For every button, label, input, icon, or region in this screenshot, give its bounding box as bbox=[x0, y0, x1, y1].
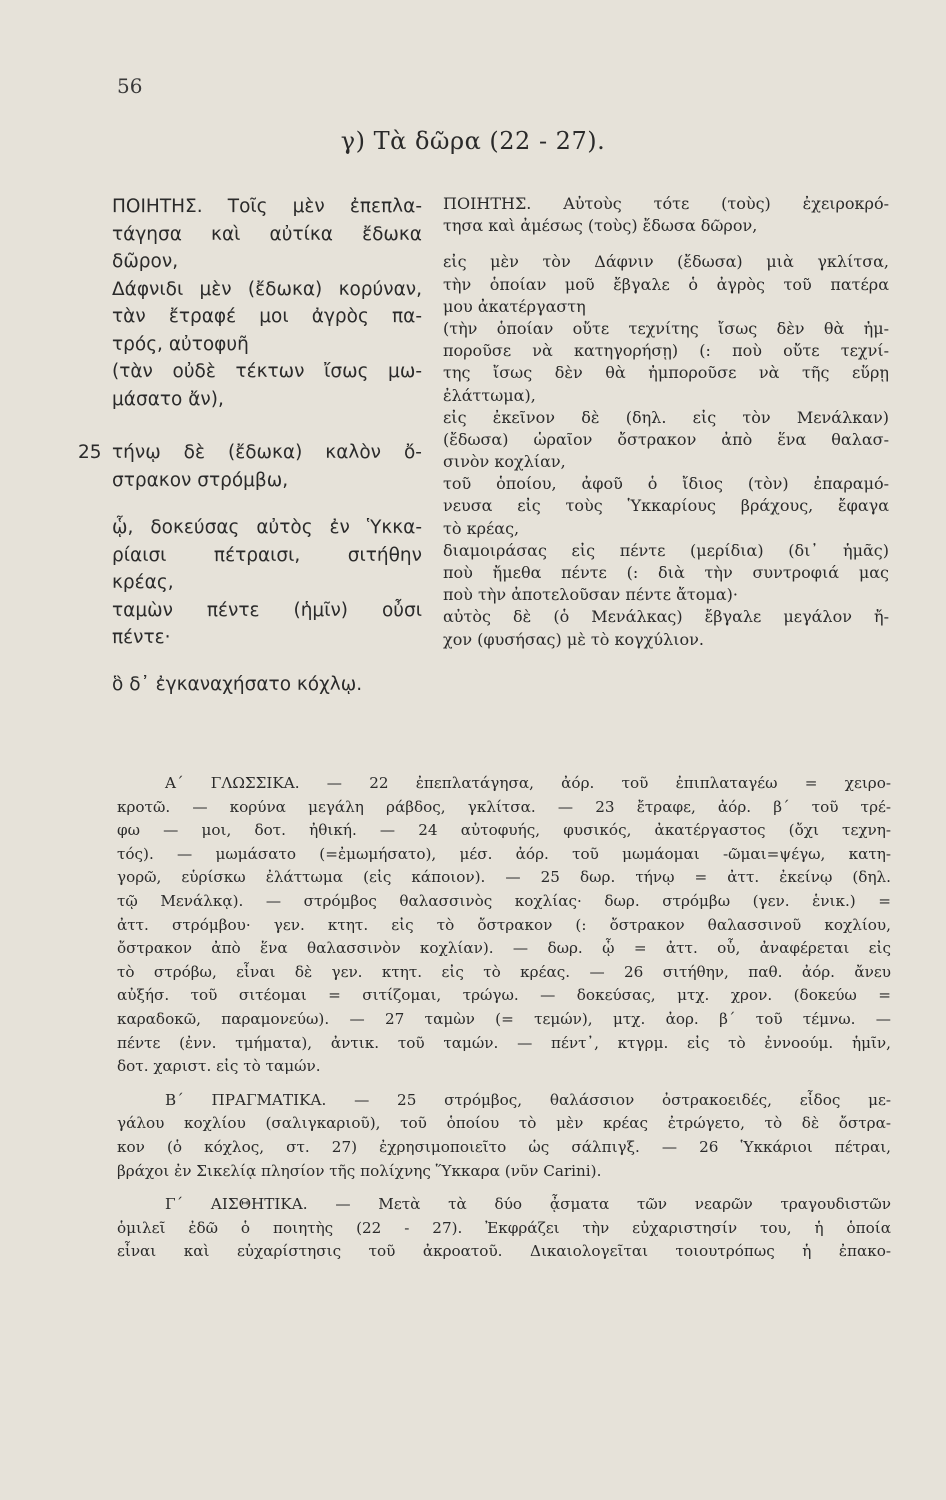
translation-line: σινὸν κοχλίαν, bbox=[443, 452, 566, 472]
verse-line: κρέας, bbox=[112, 572, 174, 593]
verse-line: (τὰν οὐδὲ τέκτων ἴσως μω- bbox=[112, 361, 422, 382]
translation-line: αὐτὸς δὲ (ὁ Μενάλκας) ἔβγαλε μεγάλον ἤ- bbox=[443, 607, 889, 627]
note-line: ἀττ. στρόμβου· γεν. κτητ. εἰς τὸ ὄστρακον (: ὄστρακον θαλασσινοῦ κοχλίου, bbox=[117, 915, 891, 934]
commentary-notes bbox=[117, 772, 891, 1264]
note-line: φω — μοι, δοτ. ἠθική. — 24 αὐτοφυής, φυσικός, ἀκατέργαστος (ὄχι τεχνη- bbox=[117, 821, 891, 840]
note-line: γάλου κοχλίου (σαλιγκαριοῦ), τοῦ ὁποίου τὸ μὲν κρέας ἐτρώγετο, τὸ δὲ ὄστρα- bbox=[117, 1114, 891, 1133]
page-number: 56 bbox=[117, 74, 143, 98]
note-line: ὄστρακον ἀπὸ ἕνα θαλασσινὸν κοχλίαν). — δωρ. ᾧ = ἀττ. οὗ, ἀναφέρεται εἰς bbox=[117, 939, 891, 958]
note-line: τὸ στρόβω, εἶναι δὲ γεν. κτητ. εἰς τὸ κρέας. — 26 σιτήθην, παθ. ἀόρ. ἄνευ bbox=[117, 962, 891, 981]
section-title: γ) Τὰ δῶρα (22 - 27). bbox=[340, 127, 606, 155]
note-line: γορῶ, εὑρίσκω ἐλάττωμα (εἰς κάποιον). — 25 δωρ. τήνῳ = ἀττ. ἐκείνῳ (δηλ. bbox=[117, 868, 891, 887]
translation-column bbox=[443, 193, 889, 651]
original-text-column bbox=[78, 193, 422, 698]
translation-line: τὴν ὁποίαν μοῦ ἔβγαλε ὁ ἀγρὸς τοῦ πατέρα bbox=[443, 274, 889, 294]
verse-line: ᾧ, δοκεύσας αὐτὸς ἐν Ὑκκα- bbox=[112, 517, 422, 538]
translation-line: ποροῦσε νὰ κατηγορήσῃ) (: ποὺ οὔτε τεχνί- bbox=[443, 341, 889, 361]
note-line: ὁμιλεῖ ἐδῶ ὁ ποιητὴς (22 - 27). Ἐκφράζει τὴν εὐχαριστησίν του, ἡ ὁποία bbox=[117, 1218, 891, 1237]
note-line: δοτ. χαριστ. εἰς τὸ ταμών. bbox=[117, 1057, 321, 1076]
line-number: 25 bbox=[78, 442, 102, 463]
note-line: καραδοκῶ, παραμονεύω). — 27 ταμὼν (= τεμών), μτχ. ἀορ. β΄ τοῦ τέμνω. — bbox=[117, 1009, 891, 1028]
verse-line: δῶρον, bbox=[112, 251, 179, 272]
pragmatika-section bbox=[117, 1089, 891, 1183]
verse-line: ταμὼν πέντε (ἡμῖν) οὖσι bbox=[112, 599, 422, 621]
verse-line: ΠΟΙΗΤΗΣ. Τοῖς μὲν ἐπεπλα- bbox=[112, 196, 422, 217]
translation-line: τοῦ ὁποίου, ἀφοῦ ὁ ἴδιος (τὸν) ἐπαραμό- bbox=[443, 474, 889, 494]
translation-line: (τὴν ὁποίαν οὔτε τεχνίτης ἴσως δὲν θὰ ἠμ- bbox=[443, 318, 889, 338]
translation-line: (ἔδωσα) ὡραῖον ὄστρακον ἀπὸ ἕνα θαλασ- bbox=[443, 429, 889, 449]
verse-line: μάσατο ἄν), bbox=[112, 388, 224, 410]
verse-line: Δάφνιδι μὲν (ἔδωκα) κορύναν, bbox=[112, 278, 422, 300]
verse-line: τρός, αὐτοφυῆ bbox=[112, 333, 249, 355]
note-line: κον (ὁ κόχλος, στ. 27) ἐχρησιμοποιεῖτο ὡς σάλπιγξ. — 26 Ὑκκάριοι πέτραι, bbox=[117, 1137, 891, 1156]
verse-line: ὃ δ᾽ ἐγκαναχήσατο κόχλῳ. bbox=[112, 673, 363, 695]
verse-line: στρακον στρόμβω, bbox=[112, 469, 289, 491]
verse-line: τὰν ἔτραφέ μοι ἀγρὸς πα- bbox=[112, 306, 422, 327]
verse-line: πέντε· bbox=[112, 627, 171, 648]
aisthitika-section bbox=[117, 1193, 891, 1264]
note-line: τῷ Μενάλκᾳ). — στρόμβος θαλασσινὸς κοχλίας· δωρ. στρόμβω (γεν. ἑνικ.) = bbox=[117, 891, 891, 910]
note-line: πέντε (ἐνν. τμήματα), ἀντικ. τοῦ ταμών. — πέντ᾽, κτγρμ. εἰς τὸ ἐννοούμ. ἡμῖν, bbox=[117, 1033, 891, 1052]
translation-line: εἰς ἐκεῖνον δὲ (δηλ. εἰς τὸν Μενάλκαν) bbox=[443, 407, 889, 427]
translation-line: χον (φυσήσας) μὲ τὸ κογχύλιον. bbox=[443, 629, 704, 649]
translation-line: μου ἀκατέργαστη bbox=[443, 296, 586, 316]
translation-line: ΠΟΙΗΤΗΣ. Αὐτοὺς τότε (τοὺς) ἐχειροκρό- bbox=[443, 194, 889, 213]
verse-line: τάγησα καὶ αὐτίκα ἔδωκα bbox=[112, 223, 422, 245]
translation-line: νευσα εἰς τοὺς Ὑκκαρίους βράχους, ἔφαγα bbox=[443, 496, 889, 516]
note-line: κροτῶ. — κορύνα μεγάλη ράβδος, γκλίτσα. — 23 ἔτραφε, ἀόρ. β΄ τοῦ τρέ- bbox=[117, 797, 891, 816]
translation-line: ἐλάττωμα), bbox=[443, 385, 536, 405]
note-line: εἶναι καὶ εὐχαρίστησις τοῦ ἀκροατοῦ. Δικαιολογεῖται τοιουτρόπως ἡ ἐπακο- bbox=[117, 1242, 891, 1261]
note-line: αὐξήσ. τοῦ σιτέομαι = σιτίζομαι, τρώγω. — δοκεύσας, μτχ. χρον. (δοκεύω = bbox=[117, 986, 891, 1005]
translation-line: τὸ κρέας, bbox=[443, 518, 520, 538]
verse-line: 25 τήνῳ δὲ (ἔδωκα) καλὸν ὄ- bbox=[112, 439, 422, 467]
note-line: βράχοι ἐν Σικελίᾳ πλησίον τῆς πολίχνης Ὕκκαρα (νῦν Carini). bbox=[117, 1161, 602, 1180]
translation-line: ποὺ τὴν ἀποτελοῦσαν πέντε ἄτομα)· bbox=[443, 585, 738, 605]
translation-line: διαμοιράσας εἰς πέντε (μερίδια) (δι᾽ ἡμᾶς) bbox=[443, 540, 889, 560]
note-line: Γ΄ ΑΙΣΘΗΤΙΚΑ. — Μετὰ τὰ δύο ᾆσματα τῶν νεαρῶν τραγουδιστῶν bbox=[165, 1195, 891, 1214]
glossika-section bbox=[117, 772, 891, 1079]
translation-line: εἰς μὲν τὸν Δάφνιν (ἔδωσα) μιὰ γκλίτσα, bbox=[443, 252, 889, 272]
note-line: Α΄ ΓΛΩΣΣΙΚΑ. — 22 ἐπεπλατάγησα, ἀόρ. τοῦ ἐπιπλαταγέω = χειρο- bbox=[165, 774, 891, 792]
translation-line: ποὺ ἤμεθα πέντε (: διὰ τὴν συντροφιά μας bbox=[443, 563, 889, 582]
note-line: Β΄ ΠΡΑΓΜΑΤΙΚΑ. — 25 στρόμβος, θαλάσσιον ὀστρακοειδές, εἶδος με- bbox=[165, 1090, 891, 1109]
verse-line: ρίαισι πέτραισι, σιτήθην bbox=[112, 544, 422, 566]
translation-line: της ἴσως δὲν θὰ ἠμποροῦσε νὰ τῆς εὕρῃ bbox=[443, 363, 889, 383]
translation-line: τησα καὶ ἀμέσως (τοὺς) ἔδωσα δῶρον, bbox=[443, 216, 758, 236]
note-line: τός). — μωμάσατο (=ἐμωμήσατο), μέσ. ἀόρ. τοῦ μωμάομαι -ῶμαι=ψέγω, κατη- bbox=[117, 844, 891, 863]
